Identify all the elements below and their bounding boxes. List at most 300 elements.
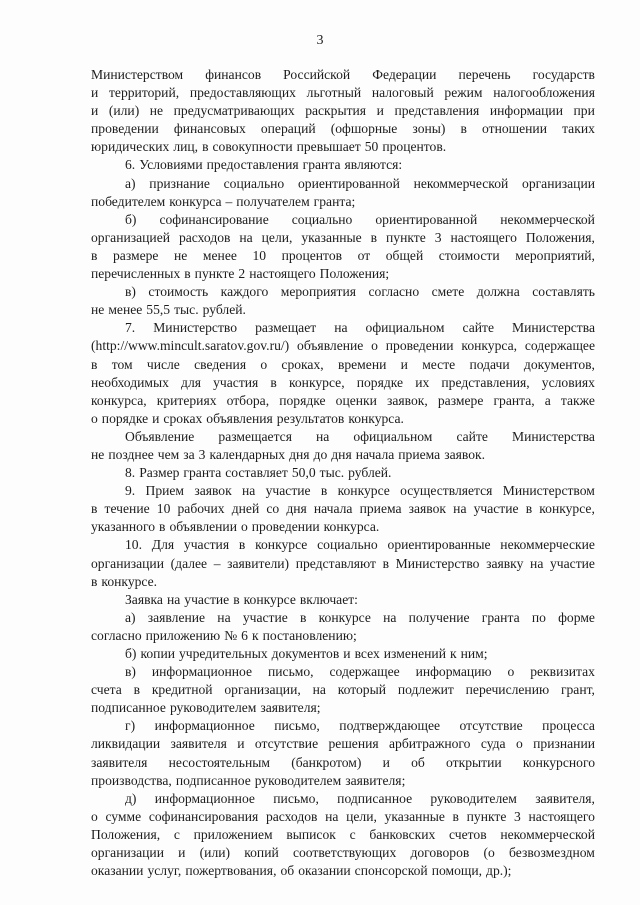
word: предоставления [206,157,299,173]
word: участия [183,537,230,553]
text-line [91,337,595,355]
word: конкурса [169,193,222,209]
word: конкурсе [243,591,296,607]
text-line [91,772,595,790]
word: конкурсе, [539,501,595,517]
text-line [91,826,595,844]
word: календарных [209,446,286,462]
word: отсутствие [459,718,523,734]
word: Объявление [125,428,195,444]
word: заявителя; [345,772,406,788]
word: времени [337,356,387,372]
word: 50 [364,139,379,155]
word: информационное [151,664,253,680]
word: учредительных [179,646,268,661]
word: начала [355,446,395,462]
word: в [460,121,467,137]
word: конкурсе. [101,573,158,589]
word: конкурсе [318,609,371,625]
word: в [91,247,98,263]
word: цели, [261,229,293,245]
text-line [91,555,595,573]
word: участие [473,501,519,517]
word: операций [260,121,316,137]
word: общей [385,247,424,263]
word: услуг, [147,863,182,879]
word: кредитной [151,682,213,698]
word: представления, [441,374,530,390]
word: зоны) [412,121,446,137]
word: гранта; [313,193,356,209]
word: объявлении [169,519,237,535]
word: об [280,863,295,879]
word: заявителя, [535,790,595,806]
word: 3 [434,229,442,245]
word: в [91,356,98,372]
word: – [213,555,221,571]
word: гранта [183,465,222,481]
word: в [91,573,98,589]
word: 10 [156,501,171,517]
word: гранта, [493,392,535,408]
word: участие [550,555,595,571]
word: также [560,392,595,408]
word: ориентированные [387,537,491,553]
word: заявок [194,483,232,499]
word: менее [108,302,143,318]
word: а) [125,175,136,191]
word: о [91,808,98,824]
word: в [320,483,328,499]
word: оценки [335,392,377,408]
word: некоммерческой [413,175,509,191]
word: а) [125,609,136,625]
text-line [91,319,595,337]
word: заявку [486,555,524,571]
text-line [91,66,595,84]
word: пожертвования, [185,863,277,879]
word: размере [437,392,484,408]
word: на [530,555,544,571]
word: к [251,627,259,643]
word: соответствующих [292,845,397,861]
word: участие [184,591,230,607]
word: др.); [486,863,512,879]
word: б) [125,646,137,661]
word: 7. [125,320,136,336]
word: Положения; [319,266,390,282]
word: (офшорные [330,121,398,137]
word: содержащее [329,664,400,680]
word: процентов. [382,139,447,155]
word: Положения, [91,826,161,842]
word: процесса [542,718,595,734]
word: получателем [236,193,310,209]
word: 6. [125,157,136,173]
word: о [515,736,523,752]
word: территорий, [108,85,180,101]
word: порядке [356,374,404,390]
word: Министерством [91,67,184,82]
word: порядке [101,410,149,426]
word: открытии [446,754,502,770]
word: руководителем [254,772,342,788]
word: по [531,609,546,625]
word: безвозмездном [509,845,595,861]
word: информационное [154,790,255,806]
word: 50,0 [291,465,316,481]
word: Прием [145,483,185,499]
word: на [453,501,467,517]
word: не [174,247,188,263]
text-line [91,175,595,193]
word: договоров [410,845,470,861]
word: о [260,356,268,372]
word: до [313,446,328,462]
word: изменений [383,646,446,661]
word: в [233,591,240,607]
word: порядке [279,392,326,408]
word: не [91,446,105,462]
word: расходов [178,229,231,245]
word: с [349,826,356,842]
word: и [237,736,245,752]
word: решения [328,736,379,752]
word: согласно [91,627,142,643]
word: документов, [523,356,595,372]
text-line [91,229,595,247]
word: режим [444,85,483,101]
word: к [450,646,457,661]
word: социально [291,211,353,227]
word: условиях [541,374,595,390]
text-line [91,247,595,265]
word: с [173,826,180,842]
word: (http://www.mincult.saratov.gov.ru/) [91,338,290,354]
word: дня [289,446,310,462]
word: указанные [301,229,362,245]
word: ликвидации [91,736,161,752]
word: тыс. [319,465,345,481]
text-line [91,591,595,609]
word: постановлению; [262,627,357,643]
word: критериях [156,392,217,408]
word: гранта [481,609,520,625]
word: письмо, [267,664,314,680]
word: Федерации [372,67,437,82]
word: информации [489,103,563,119]
text-line [91,120,595,138]
word: письмо, [273,790,319,806]
word: 10. [125,537,142,553]
word: 8. [125,465,136,481]
text-line [91,428,595,446]
word: заявителя [170,736,227,752]
word: некоммерческой [500,211,595,227]
word: Министерство [395,555,480,571]
word: конкурсного [522,754,595,770]
word: представления [394,103,480,119]
word: организации [522,175,595,191]
text-line [91,681,595,699]
word: заявок [408,501,447,517]
word: конкурсе [337,483,390,499]
word: о [371,338,378,354]
word: спонсорской [354,863,428,879]
text-line [91,573,595,591]
word: на [325,808,339,824]
word: – [225,193,233,209]
word: счета [91,682,122,698]
word: конкурса. [323,519,380,535]
word: производства, [91,772,172,788]
word: (о [483,845,495,861]
word: и [152,410,160,426]
word: настоящего [528,808,595,824]
document-body [91,66,595,880]
text-line [91,500,595,518]
word: размещает [255,320,317,336]
word: Заявка [125,591,163,607]
word: банковских [369,826,436,842]
word: на [312,682,326,698]
word: на [239,229,253,245]
word: мероприятия [280,284,357,300]
text-line [91,790,595,808]
word: Министерства [512,320,595,336]
word: в [133,682,141,698]
word: размещается [218,428,292,444]
word: процентов [281,247,343,263]
word: документов [271,646,340,661]
word: тыс. [174,302,199,318]
word: юридических [91,139,170,155]
word: сроках [163,410,203,426]
word: заявок, [387,392,428,408]
word: в [370,229,378,245]
word: Министерством [502,483,595,499]
word: превышает [296,139,361,155]
word: социально [317,537,378,553]
word: Министерства [512,428,595,444]
word: том [111,356,133,372]
word: (или) [108,103,140,119]
word: на [316,428,330,444]
word: помощи, [431,863,483,879]
word: дня [331,446,352,462]
word: и [343,646,351,661]
word: признание [149,175,210,191]
word: подтверждающее [339,718,441,734]
word: должна [476,284,520,300]
word: организации [91,555,164,571]
word: участие [265,483,311,499]
word: о [91,410,98,426]
text-line [91,754,595,772]
page-number: 3 [316,33,324,48]
word: который [337,682,386,698]
word: и [178,845,186,861]
word: арбитражного [389,736,471,752]
word: софинансирование [159,211,269,227]
word: смете [431,284,465,300]
text-line [91,609,595,627]
word: стоимость [148,284,209,300]
word: начала [313,501,353,517]
word: официальном [353,428,433,444]
word: сумме [105,808,142,824]
word: на [383,609,397,625]
word: 6 [241,627,248,643]
word: на [334,320,348,336]
word: результатов [276,410,345,426]
word: в [382,555,389,571]
word: г) [125,718,136,734]
word: сведения [194,356,247,372]
word: приема [398,446,441,462]
text-line [91,374,595,392]
word: организации [91,845,164,861]
word: являются: [344,157,403,173]
word: 9. [125,483,136,499]
word: подписанное [175,772,251,788]
word: форме [558,609,595,625]
text-line [91,102,595,120]
word: стоимости [438,247,500,263]
text-line [91,844,595,862]
word: 2 [238,266,246,282]
text-line [91,862,595,880]
word: в [300,609,307,625]
word: заявок. [444,446,485,462]
word: пункте [194,266,235,282]
word: некоммерческие [500,537,595,553]
word: осуществляется [400,483,493,499]
word: заявителя [91,754,148,770]
word: в [159,519,166,535]
word: совокупности [212,139,293,155]
word: социально [223,175,285,191]
word: рублей. [348,465,392,481]
word: приложением [193,826,273,842]
word: Для [151,537,175,553]
word: в [238,537,246,553]
word: ориентированной [375,211,478,227]
word: за [183,446,195,462]
word: со [266,501,280,517]
word: руководителем [169,700,257,716]
text-line [91,138,595,156]
word: пункте [466,808,507,824]
word: конкурса. [348,410,404,426]
word: заявление [147,609,206,625]
word: Министерство [153,320,238,336]
text-line [91,301,595,319]
word: № [224,627,238,643]
word: рублей. [202,302,246,318]
word: объявление [297,338,364,354]
word: об [411,754,425,770]
text-line [91,717,595,735]
word: счетов [449,826,487,842]
word: 3 [198,446,206,462]
word: 55,5 [146,302,171,318]
word: Размер [139,465,180,481]
word: Российской [283,67,351,82]
word: предоставляющих [189,85,296,101]
word: необходимых [91,374,169,390]
word: течение [104,501,150,517]
word: в) [125,664,136,680]
word: организации, [224,682,301,698]
word: подписанное [91,700,166,716]
word: от [357,247,371,263]
word: в [202,139,209,155]
word: копии [140,646,175,661]
text-line [91,482,595,500]
word: (или) [199,845,231,861]
word: б) [125,211,137,227]
text-line [91,536,595,554]
word: пункте [386,229,426,245]
word: и [400,356,408,372]
word: заявители) [227,555,290,571]
word: проведении [251,519,320,535]
word: участие [242,609,288,625]
word: Положения, [525,229,595,245]
word: настоящего [450,229,517,245]
text-line [91,211,595,229]
word: менее [202,247,237,263]
word: приложению [145,627,221,643]
word: включает: [299,591,358,607]
word: конкурса, [461,338,518,354]
word: софинансирования [148,808,259,824]
word: не [149,103,164,119]
word: налогообложения [493,85,595,101]
text-line [91,193,595,211]
word: на [166,591,181,607]
text-line [91,356,595,374]
word: их [415,374,430,390]
word: объявления [206,410,273,426]
text-line [91,699,595,717]
word: раскрытия [305,103,367,119]
word: и [382,754,390,770]
word: льготный [306,85,362,101]
word: в [91,501,98,517]
word: на [242,483,256,499]
word: в [184,266,191,282]
word: мероприятий, [515,247,595,263]
word: расходов [265,808,318,824]
word: выписок [286,826,336,842]
text-line [91,446,595,464]
word: налоговый [371,85,434,101]
word: письмо, [274,718,320,734]
word: сайте [456,428,488,444]
word: подачи [469,356,510,372]
word: подписанное [337,790,413,806]
word: в [270,374,277,390]
word: реквизитах [530,664,595,680]
text-line [91,156,595,174]
word: указанного [91,519,156,535]
word: составляет [225,465,288,481]
word: не [91,302,105,318]
word: перечисленных [91,266,181,282]
word: согласно [368,284,420,300]
